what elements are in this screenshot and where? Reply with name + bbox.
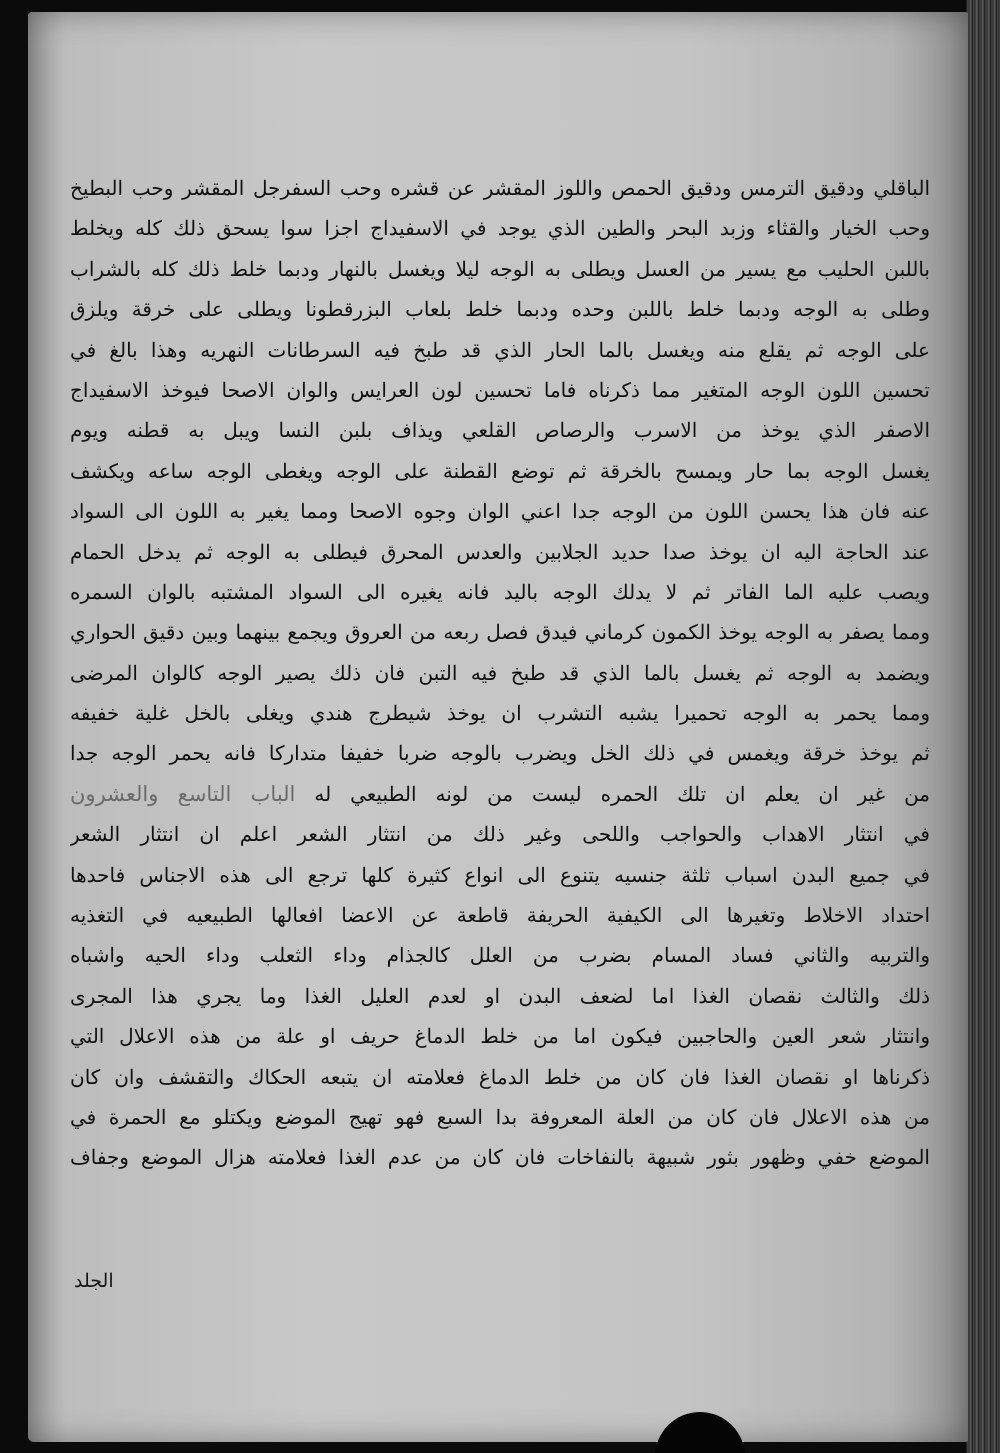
text-line: الباقلي ودقيق الترمس ودقيق الحمص واللوز المقشر عن قشره وحب السفرجل المقشر وحب البطيخ [70,176,930,200]
text-line: تحسين اللون الوجه المتغير مما ذكرناه فاما تحسين لون العرايس والوان الاصحا فيوخذ الاسفيداج [70,377,930,402]
chapter-heading: الباب التاسع والعشرون [70,781,296,806]
text-line: الاصفر الذي يوخذ من الاسرب والرصاص القلعي ويذاف بلبن النسا ويبل به قطنه ويوم [70,418,930,443]
catchword: الجلد [74,1270,114,1292]
text-line: ويضمد به الوجه ثم يغسل بالما الذي قد طبخ فيه التبن فان ذلك يصير الوجه كالوان المرضى [70,660,930,685]
text-line: باللبن الحليب مع يسير من العسل ويطلى به الوجه ليلا ويغسل بالنهار ودبما خلط ذلك كله بالشراب [70,256,930,281]
text-line: عنه فان هذا يحسن اللون من الوجه جدا اعني الوان وجوه الاصحا ومما يغير به اللون الى السواد [70,499,930,524]
text-line: ومما يحمر به الوجه تحميرا يشبه التشرب ان يوخذ شيطرج هندي ويغلى بالخل غلية خفيفه [70,701,930,726]
text-line-with-heading [70,774,930,814]
text-line: الموضع خفي وظهور بثور شبيهة بالنفاخات فان كان من عدم الغذا فعلامته هزال الموضع وجفاف [70,1145,930,1170]
page-edges [966,0,1000,1453]
text-line: وحب الخيار والقثاء وزبد البحر والطين الذي يوجد في الاسفيداج اجزا سوا يسحق ذلك كله ويخلط [70,216,930,241]
text-line: في انتثار الاهداب والحواجب واللحى وغير ذلك من انتثار الشعر اعلم ان انتثار الشعر [70,822,930,847]
text-line: في جميع البدن اسباب ثلثة جنسيه يتنوع الى انواع كثيرة كلها ترجع الى هذه الاجناس فاحدها [70,862,930,887]
text-line: ثم يوخذ خرقة ويغمس في ذلك الخل ويضرب بالوجه ضربا خفيفا متداركا فانه يحمر الوجه جدا [70,741,930,766]
text-line: احتداد الاخلاط وتغيرها الى الكيفية الحريفة قاطعة عن الاعضا افعالها الطبيعيه في التغذيه [70,903,930,928]
text-line: وانتثار شعر العين والحاجبين فيكون اما من خلط الدماغ حريف او علة من هذه الاعلال التي [70,1024,930,1049]
text-line: ذكرناها او نقصان الغذا فان كان من خلط الدماغ فعلامته ان يتبعه الحكاك والتقشف وان كان [70,1064,930,1089]
text-line: من هذه الاعلال فان كان من العلة المعروفة بدا السبع فهو تهيج الموضع ويكتلو مع الحمرة في [70,1104,930,1129]
text-line: عند الحاجة اليه ان يوخذ صدا حديد الجلابين والعدس المحرق فيطلى به الوجه ثم يدخل الحمام [70,539,930,564]
text-line: ومما يصفر به الوجه يوخذ الكمون كرماني فيدق فصل ربعه من العروق ويجمع بينهما وبين دقيق الحواري [70,620,930,645]
text-line: والتربيه والثاني فساد المسام بضرب من العلل كالجذام وداء الثعلب وداء الحيه واشباه [70,943,930,968]
text-line: يغسل الوجه بما حار ويمسح بالخرقة ثم توضع القطنة على الوجه ويغطى الوجه ساعه ويكشف [70,458,930,483]
text-line: وطلى به الوجه ودبما خلط باللبن وحده ودبما خلط بلعاب البزرقطونا ويطلى على خرقة ويلزق [70,297,930,322]
text-line: ذلك والثالث نقصان الغذا اما لضعف البدن او لعدم العليل الغذا وما يجري هذا المجرى [70,983,930,1008]
manuscript-text [70,168,930,1178]
text-line: من غير ان يعلم ان تلك الحمره ليست من لونه الطبيعي له [314,781,930,806]
text-line: ويصب عليه الما الفاتر ثم لا يدلك الوجه باليد فانه يغيره الى السواد المشتبه بالوان السمره [70,579,930,604]
text-line: على الوجه ثم يقلع منه ويغسل بالما الحار الذي قد طبخ فيه السرطانات النهريه وهذا بالغ في [70,337,930,362]
